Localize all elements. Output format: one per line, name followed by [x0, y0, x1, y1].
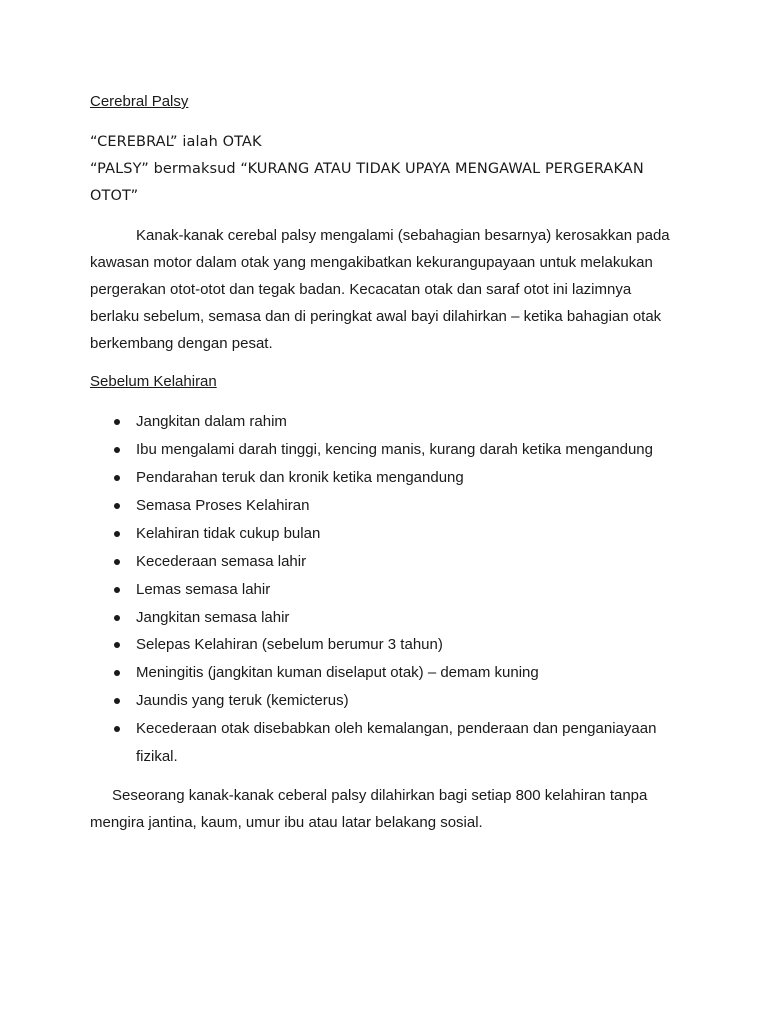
- intro-line: pergerakan otot-otot dan tegak badan. Kecacatan otak dan saraf otot ini lazimnya: [90, 281, 632, 298]
- bullet-icon: [114, 642, 120, 648]
- bullet-icon: [114, 475, 120, 481]
- section-heading: Sebelum Kelahiran: [90, 373, 217, 390]
- bullet-icon: [114, 698, 120, 704]
- bullet-icon: [114, 559, 120, 565]
- definition-cerebral: “CEREBRAL” ialah OTAK: [90, 134, 262, 150]
- document-page: Cerebral Palsy “CEREBRAL” ialah OTAK “PALSY” bermaksud “KURANG ATAU TIDAK UPAYA MENGAWAL PERGERAKAN OTOT” Kanak-kanak cerebal palsy mengalami (sebahagian besarnya) kerosakkan pada kawasan motor dalam otak yang mengakibatkan kekurangupayaan untuk melakukan pergerakan otot-otot dan tegak badan. Kecacatan otak dan saraf otot ini lazimnya berlaku sebelum, semasa dan di peringkat awal bayi dilahirkan – ketika bahagian otak berkembang dengan pesat. Sebelum Kelahiran Jangkitan dalam rahim Ibu mengalami darah tinggi, kencing manis, kurang darah ketika mengandung Pendarahan teruk dan kronik ketika mengandung Semasa Proses Kelahiran Kelahiran tidak cukup bulan Kecederaan semasa lahir Lemas semasa lahir Jangkitan semasa lahir Selepas Kelahiran (sebelum berumur 3 tahun) Meningitis (jangkitan kuman diselaput otak) – demam kuning Jaundis yang teruk (kemicterus) Kecederaan otak disebabkan oleh kemalangan, penderaan dan penganiayaan fizikal. Seseorang kanak-kanak ceberal palsy dilahirkan bagi setiap 800 kelahiran tanpa mengira jantina, kaum, umur ibu atau latar belakang sosial.: [0, 0, 768, 1024]
- intro-line: berlaku sebelum, semasa dan di peringkat awal bayi dilahirkan – ketika bahagian otak: [90, 308, 662, 325]
- bullet-icon: [114, 587, 120, 593]
- closing-line: Seseorang kanak-kanak ceberal palsy dilahirkan bagi setiap 800 kelahiran tanpa: [112, 787, 648, 804]
- bullet-icon: [114, 447, 120, 453]
- closing-line: mengira jantina, kaum, umur ibu atau latar belakang sosial.: [90, 814, 483, 831]
- bullet-icon: [114, 670, 120, 676]
- definition-palsy-continued: OTOT”: [90, 188, 139, 204]
- intro-line: kawasan motor dalam otak yang mengakibatkan kekurangupayaan untuk melakukan: [90, 254, 653, 271]
- list-item-continuation: fizikal.: [136, 748, 178, 765]
- bullet-icon: [114, 531, 120, 537]
- intro-paragraph: [90, 222, 690, 357]
- intro-line: Kanak-kanak cerebal palsy mengalami (sebahagian besarnya) kerosakkan pada: [136, 227, 670, 244]
- document-title: Cerebral Palsy: [90, 93, 189, 110]
- definition-palsy: “PALSY” bermaksud “KURANG ATAU TIDAK UPAYA MENGAWAL PERGERAKAN: [90, 161, 644, 177]
- bullet-icon: [114, 615, 120, 621]
- intro-line: berkembang dengan pesat.: [90, 335, 273, 352]
- bullet-icon: [114, 503, 120, 509]
- closing-paragraph: [90, 782, 690, 836]
- bullet-icon: [114, 419, 120, 425]
- bullet-icon: [114, 726, 120, 732]
